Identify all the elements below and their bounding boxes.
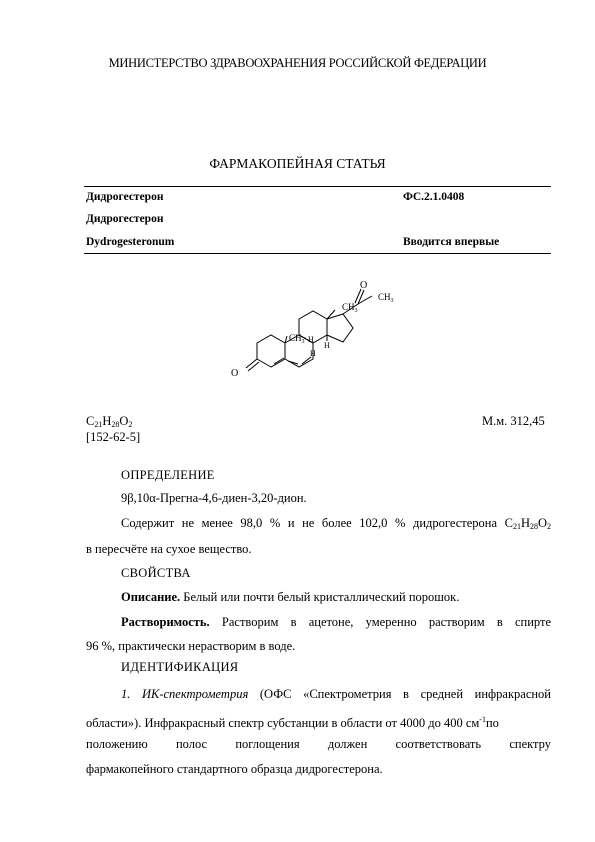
header-rule-top xyxy=(84,186,551,187)
monograph-status: Вводится впервые xyxy=(403,236,500,248)
monograph-code: ФС.2.1.0408 xyxy=(403,191,465,203)
c9-h-label: H xyxy=(308,335,314,344)
molecular-weight: М.м. 312,45 xyxy=(482,414,545,428)
document-type-title: ФАРМАКОПЕЙНАЯ СТАТЬЯ xyxy=(209,156,386,171)
content-text: Содержит не менее 98,0 % и не более 102,0 % дидрогестерона $C_{21}H_{28}O_2$ xyxy=(121,516,552,531)
structural-formula xyxy=(228,272,428,402)
ir-paragraph-line1: 1. ИК-спектрометрия (ОФС «Спектрометрия в средней инфракрасной xyxy=(121,687,551,701)
cas-number: [152-62-5] xyxy=(86,430,141,444)
oxo-label: O xyxy=(231,368,239,379)
c8-h-label: H xyxy=(310,349,316,358)
header-rule-bottom xyxy=(84,253,551,254)
content-tail: в пересчёте на сухое вещество. xyxy=(86,542,252,556)
identification-heading: ИДЕНТИФИКАЦИЯ xyxy=(121,660,239,674)
c13-methyl-label: $CH_3$ xyxy=(342,302,358,314)
solubility-tail: 96 %, практически нерастворим в воде. xyxy=(86,639,296,653)
monograph-name-ru-2: Дидрогестерон xyxy=(86,213,164,225)
monograph-name-latin: Dydrogesteronum xyxy=(86,236,175,248)
monograph-name-ru: Дидрогестерон xyxy=(86,191,164,203)
molecular-formula: $C_{21}H_{28}O_2$ xyxy=(86,414,133,429)
acetyl-methyl-label: $CH_3$ xyxy=(378,292,394,304)
ketone-oxygen-label: O xyxy=(360,280,368,291)
ir-paragraph-line4: фармакопейного стандартного образца дидрогестерона. xyxy=(86,762,383,776)
properties-heading: СВОЙСТВА xyxy=(121,566,191,580)
solubility-paragraph: Растворимость. Растворим в ацетоне, умеренно растворим в спирте xyxy=(121,615,552,629)
c10-methyl-label: $CH_3$ xyxy=(289,333,305,345)
ir-paragraph-line2: области»). Инфракрасный спектр субстанции в области от 4000 до 400 $см^{-1}по$ xyxy=(86,715,499,730)
description-paragraph: Описание. Белый или почти белый кристаллический порошок. xyxy=(121,590,460,604)
ministry-title: МИНИСТЕРСТВО ЗДРАВООХРАНЕНИЯ РОССИЙСКОЙ ФЕДЕРАЦИИ xyxy=(108,56,487,70)
ir-paragraph-line3: положению полос поглощения должен соответствовать спектру xyxy=(86,737,551,751)
definition-heading: ОПРЕДЕЛЕНИЕ xyxy=(121,468,215,482)
definition-text: 9β,10α-Прегна-4,6-диен-3,20-дион. xyxy=(121,491,307,505)
c14-h-label: H xyxy=(324,341,330,350)
